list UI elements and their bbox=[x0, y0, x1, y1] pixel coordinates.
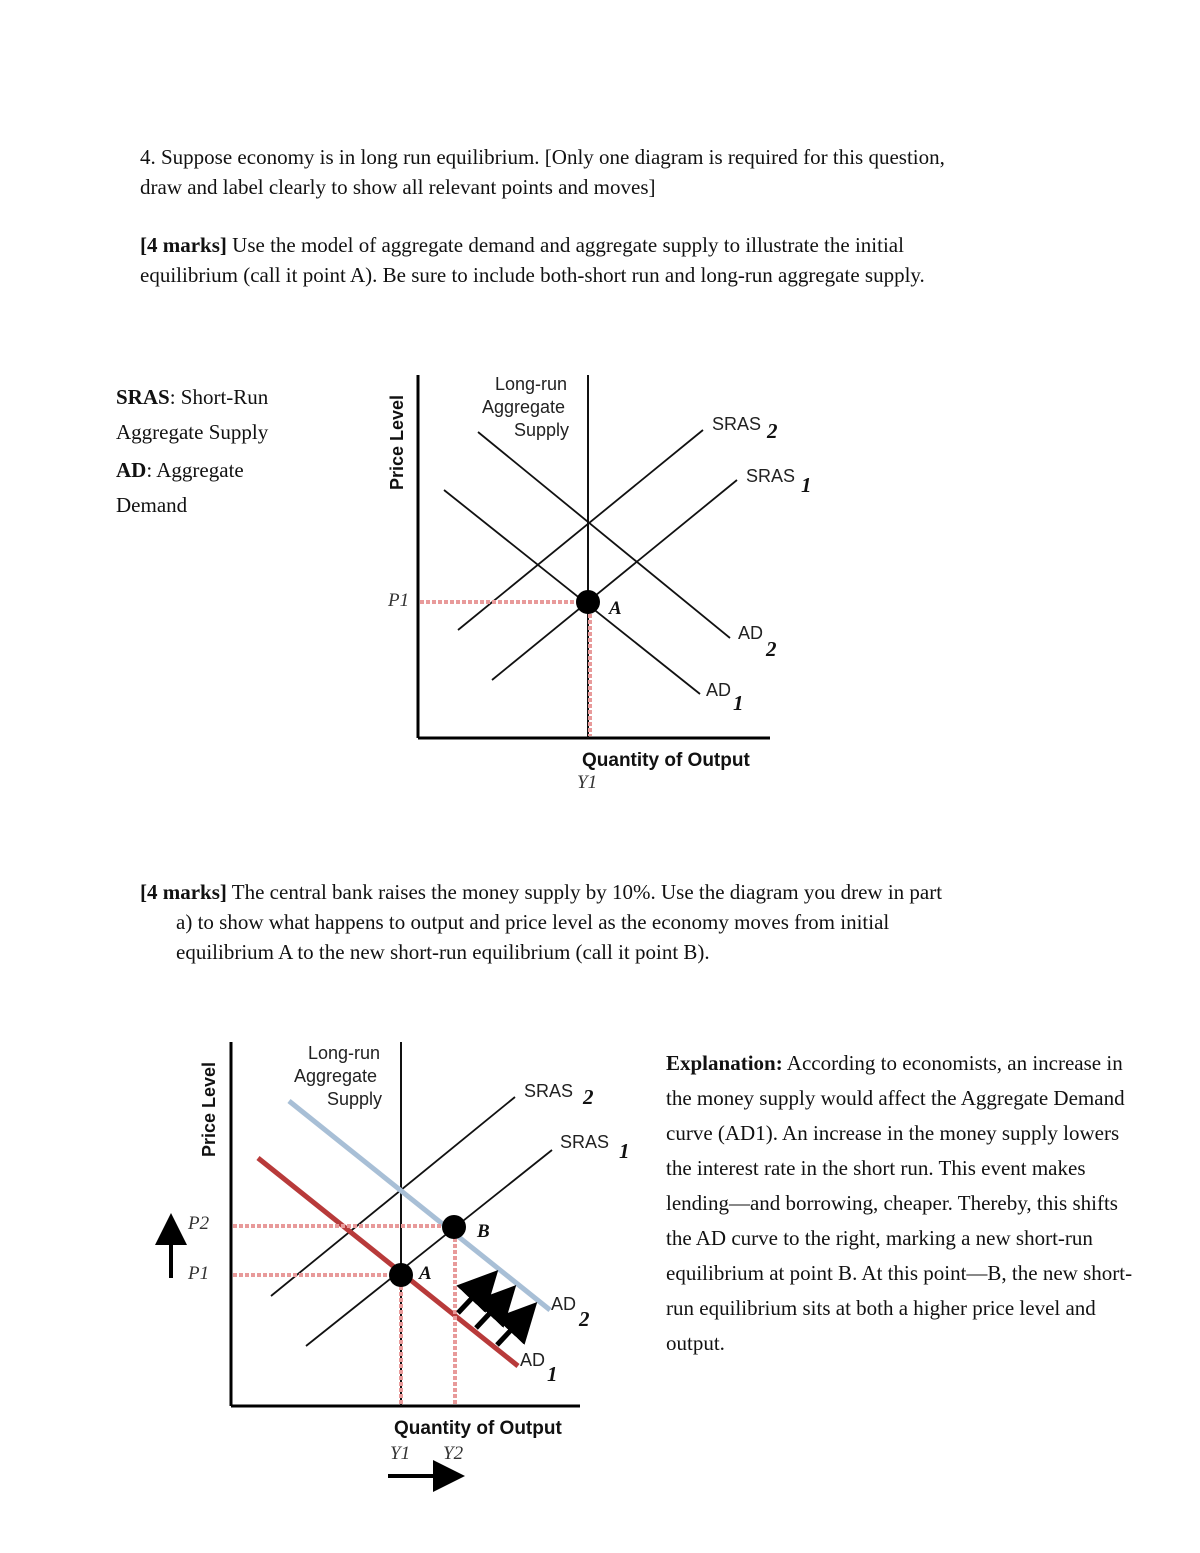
part-1-line-2: equilibrium (call it point A). Be sure to include both-short run and long-run aggregate supply. bbox=[140, 263, 925, 287]
d1-ad2-line bbox=[478, 432, 730, 638]
d2-point-b bbox=[442, 1215, 466, 1239]
d1-sras1-label: SRAS bbox=[746, 466, 796, 486]
part-1-line-1: Use the model of aggregate demand and aggregate supply to illustrate the initial bbox=[226, 233, 904, 257]
question-line-2: draw and label clearly to show all relevant points and moves] bbox=[140, 175, 656, 199]
d2-sras1-line bbox=[306, 1150, 552, 1346]
d1-sras2-sub: 2 bbox=[767, 419, 778, 443]
d2-sras1-label: SRAS bbox=[560, 1132, 610, 1152]
d2-point-b-label: B bbox=[477, 1221, 490, 1242]
d2-sras2-sub: 2 bbox=[583, 1085, 594, 1109]
legend-ad-term: AD bbox=[116, 458, 147, 482]
part-2-line-3: equilibrium A to the new short-run equilibrium (call it point B). bbox=[176, 940, 710, 964]
d2-shift-arrow-1 bbox=[458, 1281, 488, 1313]
d2-ad2-label: AD bbox=[551, 1294, 577, 1314]
d2-y-axis-label: Price Level bbox=[199, 1061, 219, 1157]
d2-sras1-sub: 1 bbox=[619, 1139, 630, 1163]
explanation-label: Explanation: bbox=[666, 1051, 783, 1075]
d1-p1-label: P1 bbox=[388, 590, 410, 611]
d1-y-axis-label: Price Level bbox=[387, 394, 407, 490]
part-2-line-2: a) to show what happens to output and price level as the economy moves from initial bbox=[176, 910, 890, 934]
d1-sras1-line bbox=[492, 480, 737, 680]
part-2-line-1: The central bank raises the money supply by 10%. Use the diagram you drew in part bbox=[226, 880, 943, 904]
part-1-marks: [4 marks] bbox=[140, 233, 227, 257]
d2-ad1-label: AD bbox=[520, 1350, 546, 1370]
d2-shift-arrow-2 bbox=[476, 1296, 506, 1328]
d1-sras1-sub: 1 bbox=[801, 473, 812, 497]
d1-ad2-sub: 2 bbox=[766, 637, 777, 661]
d2-ad1-line bbox=[258, 1158, 518, 1366]
d2-lras-label-2: Aggregate bbox=[294, 1066, 378, 1086]
d1-sras2-label: SRAS bbox=[712, 414, 762, 434]
d1-point-a-label: A bbox=[609, 598, 622, 619]
d1-ad1-line bbox=[444, 490, 700, 694]
explanation-text: According to economists, an increase in the money supply would affect the Aggregate Demand curve (AD1). An increase in the money supply lowers the interest rate in the short run. This event makes lending—and borrowing, cheaper. Thereby, this shifts the AD curve to the right, marking a new short-run equilibrium at point B. At this point—B, the new short-run equilibrium sits at both a higher price level and output. bbox=[666, 1051, 1133, 1355]
part-2-marks: [4 marks] bbox=[140, 880, 227, 904]
d2-shift-arrow-3 bbox=[497, 1313, 527, 1345]
d2-point-a bbox=[389, 1263, 413, 1287]
d2-x-axis-label: Quantity of Output bbox=[394, 1418, 562, 1439]
d2-lras-label-1: Long-run bbox=[308, 1043, 381, 1063]
d1-lras-label-3: Supply bbox=[514, 420, 570, 440]
question-line-1: 4. Suppose economy is in long run equilibrium. [Only one diagram is required for this question, bbox=[140, 145, 945, 169]
d2-y2-label: Y2 bbox=[443, 1443, 464, 1464]
legend-sras-def: : Short-Run Aggregate Supply bbox=[116, 385, 269, 444]
d2-sras2-label: SRAS bbox=[524, 1081, 574, 1101]
diagram-2 bbox=[171, 1042, 630, 1476]
legend-ad-def: : Aggregate Demand bbox=[116, 458, 244, 517]
d1-ad2-label: AD bbox=[738, 623, 764, 643]
d2-lras-label-3: Supply bbox=[327, 1089, 383, 1109]
d2-ad2-sub: 2 bbox=[579, 1307, 590, 1331]
d1-x-axis-label: Quantity of Output bbox=[582, 750, 750, 771]
d1-lras-label-1: Long-run bbox=[495, 374, 568, 394]
d2-p2-label: P2 bbox=[188, 1213, 210, 1234]
d2-point-a-label: A bbox=[419, 1263, 432, 1284]
legend-sras-term: SRAS bbox=[116, 385, 170, 409]
diagram-1 bbox=[387, 374, 812, 793]
d1-y1-label: Y1 bbox=[577, 772, 598, 793]
d2-p1-label: P1 bbox=[188, 1263, 210, 1284]
d1-point-a bbox=[576, 590, 600, 614]
d2-ad1-sub: 1 bbox=[547, 1362, 558, 1386]
d1-lras-label-2: Aggregate bbox=[482, 397, 566, 417]
d1-ad1-label: AD bbox=[706, 680, 732, 700]
d2-y1-label: Y1 bbox=[390, 1443, 411, 1464]
d1-ad1-sub: 1 bbox=[733, 691, 744, 715]
